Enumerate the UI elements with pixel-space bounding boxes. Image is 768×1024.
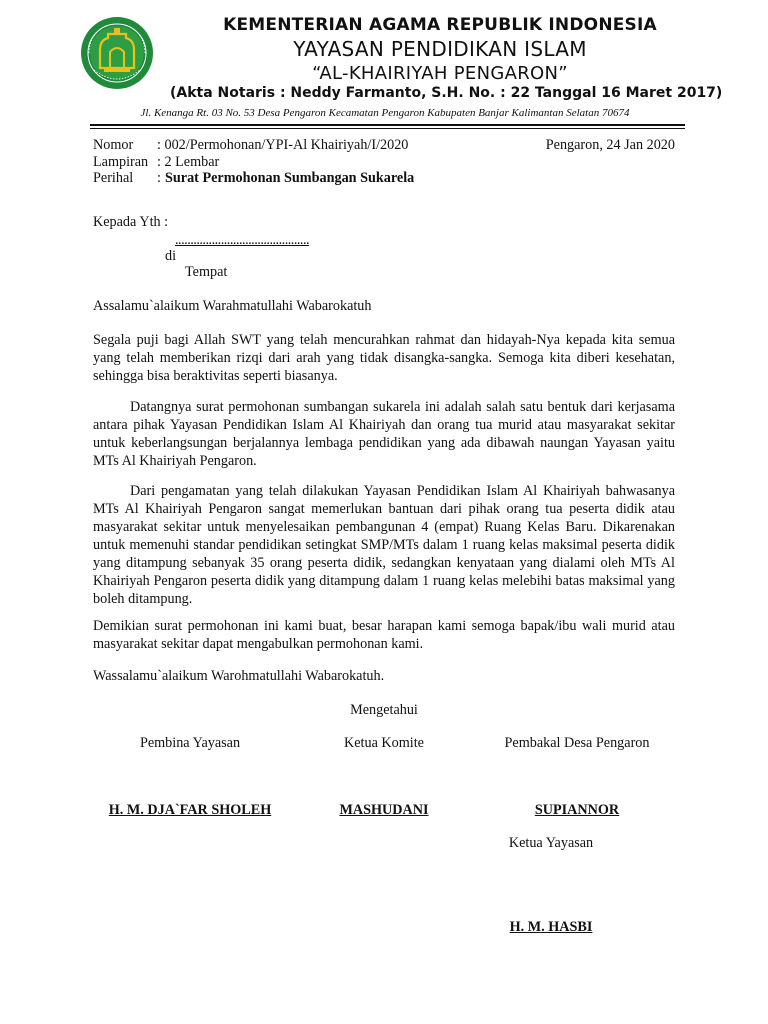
foundation-address: Jl. Kenanga Rt. 03 No. 53 Desa Pengaron Kecamatan Pengaron Kabupaten Banjar Kalimantan Selatan 70674 <box>140 107 630 119</box>
opening-salutation: Assalamu`alaikum Warahmatullahi Wabarokatuh <box>93 298 372 314</box>
ketua-yayasan-name: H. M. HASBI <box>509 919 593 935</box>
header-rule-thick <box>90 124 685 126</box>
closing-salutation: Wassalamu`alaikum Warohmatullahi Wabarokatuh. <box>93 668 385 684</box>
mengetahui-label: Mengetahui <box>350 702 418 718</box>
paragraph-1 <box>93 331 675 385</box>
lampiran-label: Lampiran <box>93 154 149 170</box>
ketua-yayasan-title: Ketua Yayasan <box>508 835 594 851</box>
paragraph-3-text: Dari pengamatan yang telah dilakukan Yayasan Pendidikan Islam Al Khairiyah bahwasanya MTs Al Khairiyah Pengaron sangat memerlukan bantuan dari pihak orang tua peserta didik atau masyarakat sekitar untuk menyelesaikan pembangunan 4 (empat) Ruang Kelas Baru. Dikarenakan untuk memenuhi standar pendidikan setingkat SMP/MTs dalam 1 ruang kelas maksimal peserta didik yang ditampung sebanyak 35 orang peserta didik, sedangkan kenyataan yang dialami oleh MTs Al Khairiyah Pengaron peserta didik yang ditampung dalam 1 ruang kelas melebihi batas maksimal yang boleh ditampung. <box>93 483 675 607</box>
foundation-logo <box>80 16 154 90</box>
paragraph-4 <box>93 617 675 653</box>
komite-title: Ketua Komite <box>344 735 424 751</box>
recipient-place: Tempat <box>185 264 228 280</box>
recipient-di: di <box>165 248 177 264</box>
pembakal-name: SUPIANNOR <box>534 802 620 818</box>
paragraph-2-text: Datangnya surat permohonan sumbangan sukarela ini adalah salah satu bentuk dari kerjasama antara pihak Yayasan Pendidikan Islam Al Khairiyah dan orang tua murid atau masyarakat sekitar untuk keberlangsungan berjalannya lembaga pendidikan yang ada dibawah naungan Yayasan yaitu MTs Al Khairiyah Pengaron. <box>93 399 675 469</box>
perihal-label: Perihal <box>93 170 134 186</box>
perihal-subject: Surat Permohonan Sumbangan Sukarela <box>165 170 415 186</box>
pembina-name: H. M. DJA`FAR SHOLEH <box>108 802 272 818</box>
letter-date: Pengaron, 24 Jan 2020 <box>545 137 675 153</box>
nomor-label: Nomor <box>93 137 134 153</box>
paragraph-3 <box>93 482 675 608</box>
lampiran-value: : 2 Lembar <box>157 154 220 170</box>
pembakal-title: Pembakal Desa Pengaron <box>504 735 650 751</box>
komite-name: MASHUDANI <box>339 802 429 818</box>
ministry-name: KEMENTERIAN AGAMA REPUBLIK INDONESIA <box>223 15 657 35</box>
paragraph-4-text: Demikian surat permohonan ini kami buat, besar harapan kami semoga bapak/ibu wali murid atau masyarakat sekitar dapat mengabulkan permohonan kami. <box>93 618 675 652</box>
pembina-title: Pembina Yayasan <box>139 735 241 751</box>
header-rule-thin <box>90 128 685 129</box>
foundation-title: YAYASAN PENDIDIKAN ISLAM <box>293 37 587 61</box>
foundation-name: “AL-KHAIRIYAH PENGARON” <box>312 63 568 84</box>
recipient-greeting: Kepada Yth : <box>93 214 169 230</box>
recipient-blank: ............................................ <box>175 232 310 248</box>
paragraph-2 <box>93 398 675 470</box>
paragraph-1-text: Segala puji bagi Allah SWT yang telah mencurahkan rahmat dan hidayah-Nya kepada kita semua yang telah memberikan rizqi dari arah yang tidak disangka-sangka. Semoga kita diberi kesehatan, sehingga bisa beraktivitas seperti biasanya. <box>93 332 675 384</box>
perihal-colon: : <box>157 170 161 186</box>
notary-deed: (Akta Notaris : Neddy Farmanto, S.H. No. : 22 Tanggal 16 Maret 2017) <box>170 85 723 101</box>
nomor-value: : 002/Permohonan/YPI-Al Khairiyah/I/2020 <box>157 137 409 153</box>
